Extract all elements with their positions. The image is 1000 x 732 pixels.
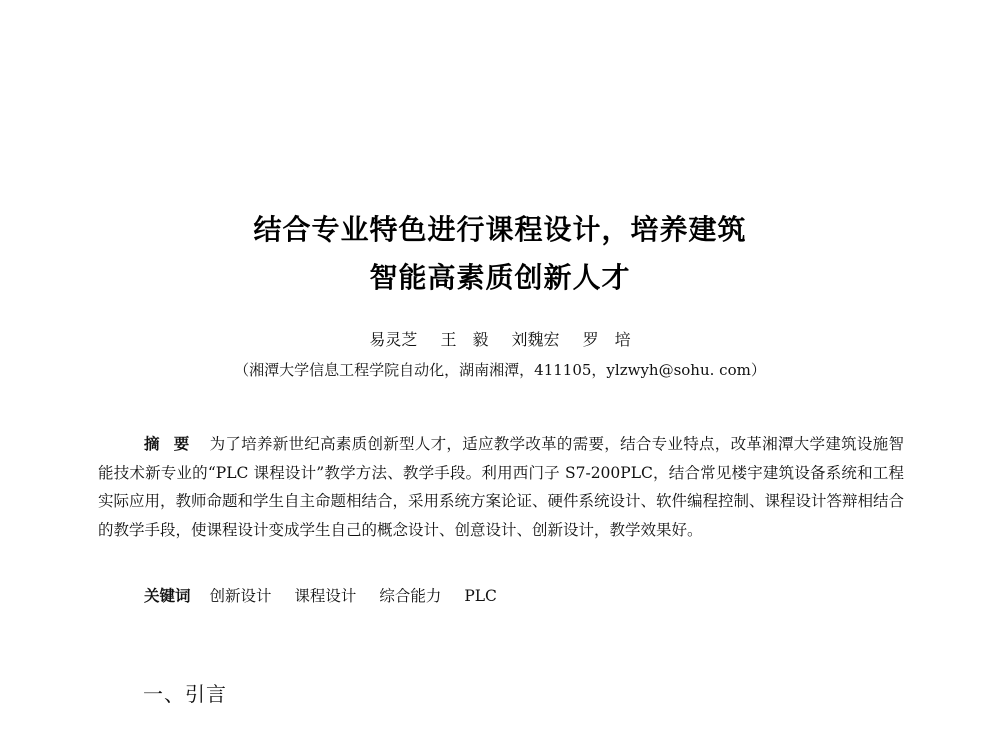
author-affiliation: （湘潭大学信息工程学院自动化，湖南湘潭，411105，ylzwyh@sohu. com） — [234, 361, 766, 379]
author-list — [0, 327, 1000, 350]
keyword: 创新设计 — [209, 587, 272, 605]
author-name: 易灵芝 — [369, 330, 418, 349]
author-name: 罗 培 — [582, 330, 631, 349]
author-name: 王 毅 — [440, 330, 489, 349]
author-name: 刘魏宏 — [511, 330, 560, 349]
abstract-label: 摘要 — [144, 435, 204, 453]
paper-title-line-2: 智能高素质创新人才 — [369, 261, 631, 294]
keywords-label: 关键词 — [144, 587, 191, 605]
keyword: 综合能力 — [379, 587, 442, 605]
keyword: PLC — [464, 587, 497, 605]
paper-title-line-1: 结合专业特色进行课程设计，培养建筑 — [253, 213, 747, 246]
keywords — [144, 584, 515, 606]
section-heading: 一、引言 — [143, 682, 227, 706]
abstract-text: 为了培养新世纪高素质创新型人才，适应教学改革的需要，结合专业特点，改革湘潭大学建筑设施智能技术新专业的“PLC 课程设计”教学方法、教学手段。利用西门子 S7-200PLC，结合常见楼宇建筑设备系统和工程实际应用，教师命题和学生自主命题相结合，采用系统方案论证、硬件系统设计、软件编程控制、课程设计答辩相结合的教学手段，使课程设计变成学生自己的概念设计、创意设计、创新设计，教学效果好。 — [98, 435, 905, 539]
keyword: 课程设计 — [294, 587, 357, 605]
abstract — [98, 430, 904, 544]
